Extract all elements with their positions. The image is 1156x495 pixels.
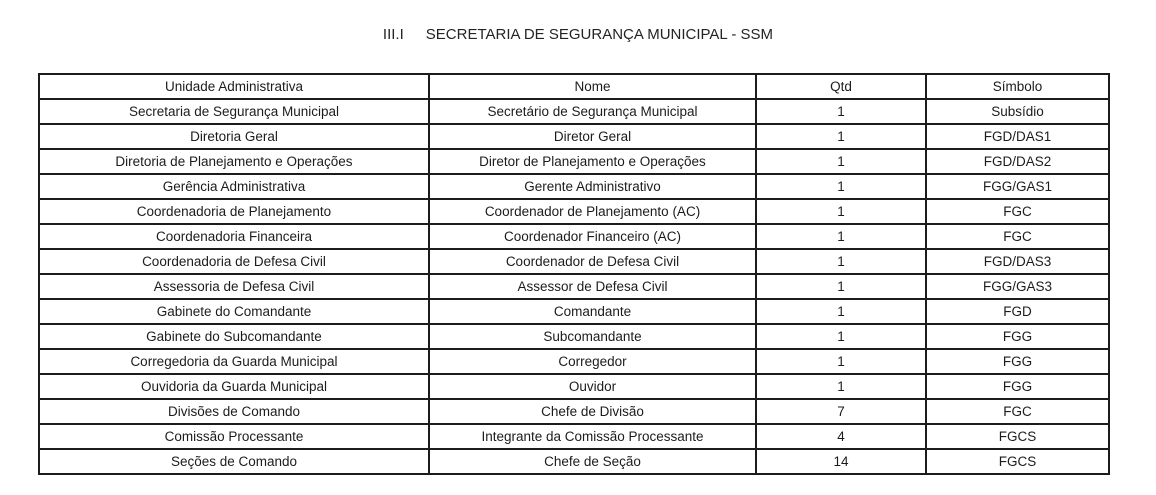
section-title: SECRETARIA DE SEGURANÇA MUNICIPAL - SSM [425,26,774,43]
table-cell: Corregedoria da Guarda Municipal [39,349,429,374]
table-body [39,99,1109,474]
table-cell: Coordenadoria de Defesa Civil [39,249,429,274]
table-row [39,324,1109,349]
header-unidade-administrativa: Unidade Administrativa [39,74,429,99]
table-cell: Subcomandante [429,324,756,349]
table-cell: FGG [926,324,1109,349]
table-cell: Ouvidor [429,374,756,399]
table-cell: 1 [756,224,926,249]
table-cell: Secretaria de Segurança Municipal [39,99,429,124]
table-cell: Integrante da Comissão Processante [429,424,756,449]
header-simbolo: Símbolo [926,74,1109,99]
table-cell: FGG/GAS1 [926,174,1109,199]
table-cell: FGD/DAS1 [926,124,1109,149]
table-cell: Diretor de Planejamento e Operações [429,149,756,174]
table-cell: FGD/DAS3 [926,249,1109,274]
table-cell: Secretário de Segurança Municipal [429,99,756,124]
table-cell: Coordenador de Planejamento (AC) [429,199,756,224]
table-cell: Chefe de Seção [429,449,756,474]
table-cell: Gerente Administrativo [429,174,756,199]
table-row [39,349,1109,374]
table-row [39,399,1109,424]
table-header-row [39,74,1109,99]
header-nome: Nome [429,74,756,99]
table-cell: FGG/GAS3 [926,274,1109,299]
table-cell: Coordenadoria de Planejamento [39,199,429,224]
header-qtd: Qtd [756,74,926,99]
table-cell: 1 [756,274,926,299]
table-row [39,149,1109,174]
org-positions-table [38,73,1110,475]
table-cell: Diretor Geral [429,124,756,149]
table-cell: Gabinete do Comandante [39,299,429,324]
table-cell: Gabinete do Subcomandante [39,324,429,349]
table-row [39,99,1109,124]
table-cell: 1 [756,324,926,349]
table-cell: Seções de Comando [39,449,429,474]
table-cell: Coordenadoria Financeira [39,224,429,249]
table-cell: Subsídio [926,99,1109,124]
table-cell: Gerência Administrativa [39,174,429,199]
table-row [39,374,1109,399]
table-cell: 1 [756,99,926,124]
table-cell: 7 [756,399,926,424]
table-cell: 1 [756,249,926,274]
table-row [39,199,1109,224]
table-cell: Divisões de Comando [39,399,429,424]
table-cell: Ouvidoria da Guarda Municipal [39,374,429,399]
table-cell: Corregedor [429,349,756,374]
table-row [39,424,1109,449]
table-cell: Coordenador de Defesa Civil [429,249,756,274]
table-cell: FGC [926,399,1109,424]
table-cell: Assessor de Defesa Civil [429,274,756,299]
table-row [39,299,1109,324]
table-cell: 1 [756,299,926,324]
table-cell: FGCS [926,424,1109,449]
table-cell: Comandante [429,299,756,324]
table-cell: 1 [756,124,926,149]
table-cell: Chefe de Divisão [429,399,756,424]
table-cell: FGC [926,199,1109,224]
table-row [39,224,1109,249]
table-row [39,249,1109,274]
table-cell: Coordenador Financeiro (AC) [429,224,756,249]
table-row [39,449,1109,474]
table-cell: 1 [756,149,926,174]
table-cell: 1 [756,199,926,224]
table-cell: 4 [756,424,926,449]
table-cell: FGC [926,224,1109,249]
section-number: III.I [382,26,404,43]
table-row [39,174,1109,199]
table-cell: 1 [756,174,926,199]
table-cell: Diretoria Geral [39,124,429,149]
table-cell: FGCS [926,449,1109,474]
table-cell: 1 [756,374,926,399]
table-cell: 14 [756,449,926,474]
table-cell: FGD/DAS2 [926,149,1109,174]
page-title [0,26,1156,43]
table-cell: FGD [926,299,1109,324]
table-cell: Comissão Processante [39,424,429,449]
table-cell: Assessoria de Defesa Civil [39,274,429,299]
table-row [39,124,1109,149]
table-cell: Diretoria de Planejamento e Operações [39,149,429,174]
table-cell: FGG [926,374,1109,399]
table-cell: 1 [756,349,926,374]
table-row [39,274,1109,299]
table-cell: FGG [926,349,1109,374]
